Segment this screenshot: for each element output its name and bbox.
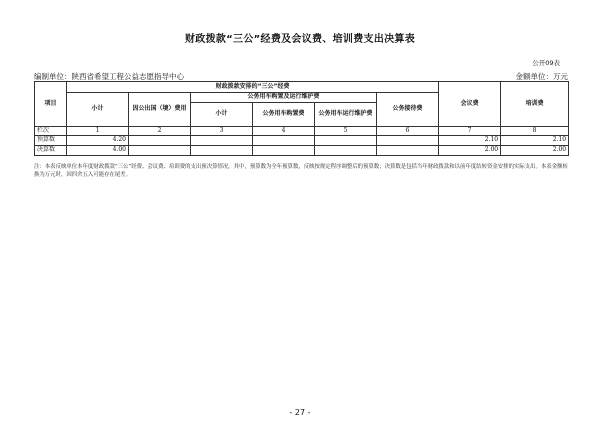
index-cell: 4 [253, 127, 315, 136]
footnote: 注：本表反映单位本年度财政拨款“三公”经费、会议费、培训费的支出预决算情况。其中，预算数为全年预算数，反映按规定程序调整后的预算数；决算数是包括当年财政拨款和以前年度结转资金安排的实际支出。本表金额转换为万元时，因四舍五入可能存在尾差。 [34, 164, 568, 178]
index-cell: 2 [129, 127, 191, 136]
expenditure-table [34, 81, 569, 156]
header-subtotal: 小计 [67, 93, 129, 127]
value-cell: 4.00 [67, 146, 129, 156]
index-cell: 7 [439, 127, 501, 136]
index-cell: 1 [67, 127, 129, 136]
form-code: 公开09表 [532, 59, 560, 67]
report-title: 财政拨款“三公”经费及会议费、培训费支出决算表 [184, 34, 416, 45]
header-reception: 公务接待费 [377, 93, 439, 127]
index-cell: 6 [377, 127, 439, 136]
page-number: - 27 - [289, 408, 311, 417]
header-outbound: 因公出国（境）费用 [129, 93, 191, 127]
value-cell [315, 146, 377, 156]
amount-unit: 金额单位：万元 [515, 72, 568, 81]
row-label-budget: 预算数 [35, 136, 67, 146]
reporting-unit: 编制单位：陕西省希望工程公益志愿指导中心 [34, 72, 184, 81]
table-row [35, 146, 569, 156]
value-cell: 2.00 [501, 146, 569, 156]
value-cell [191, 146, 253, 156]
value-cell [315, 136, 377, 146]
value-cell [253, 136, 315, 146]
value-cell [377, 146, 439, 156]
header-vehicle-purchase: 公务用车购置费 [253, 103, 315, 127]
header-vehicle-group: 公务用车购置及运行维护费 [191, 93, 377, 103]
index-cell: 5 [315, 127, 377, 136]
index-cell: 8 [501, 127, 569, 136]
value-cell [191, 136, 253, 146]
index-row [35, 127, 569, 136]
value-cell: 2.10 [439, 136, 501, 146]
header-training: 培训费 [501, 82, 569, 127]
value-cell [253, 146, 315, 156]
header-meeting: 会议费 [439, 82, 501, 127]
value-cell: 2.00 [439, 146, 501, 156]
value-cell: 2.10 [501, 136, 569, 146]
index-row-label: 栏次 [35, 127, 67, 136]
value-cell: 4.20 [67, 136, 129, 146]
value-cell [129, 146, 191, 156]
header-item: 项目 [35, 82, 67, 127]
index-cell: 3 [191, 127, 253, 136]
table-row [35, 136, 569, 146]
value-cell [377, 136, 439, 146]
row-label-actual: 决算数 [35, 146, 67, 156]
header-vehicle-subtotal: 小计 [191, 103, 253, 127]
header-funds-group: 财政拨款安排的“三公”经费 [67, 82, 439, 93]
header-vehicle-operation: 公务用车运行维护费 [315, 103, 377, 127]
value-cell [129, 136, 191, 146]
